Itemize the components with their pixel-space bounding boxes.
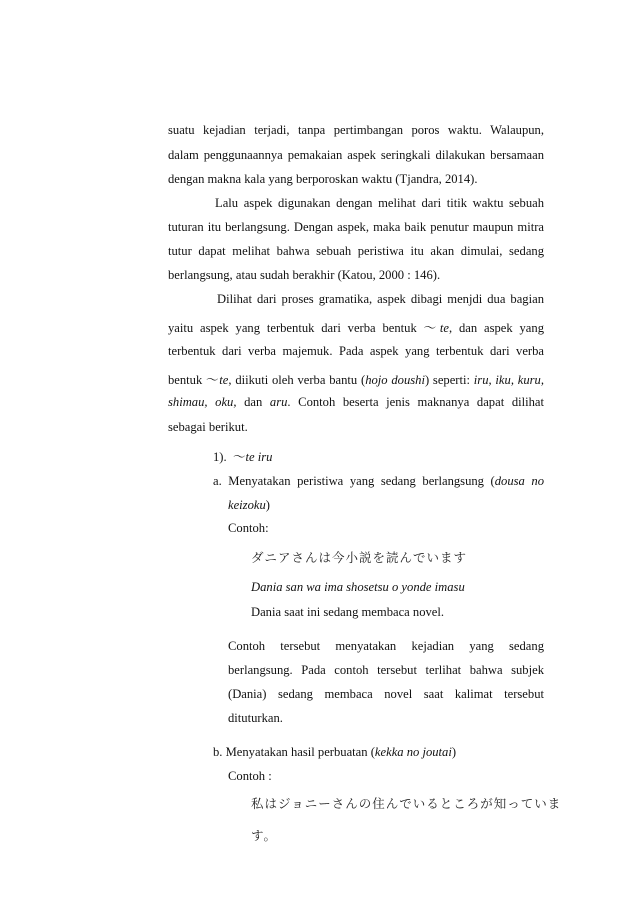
item-b-line1: b. Menyatakan hasil perbuatan (kekka no joutai) [213,745,457,759]
item-a-explanation-line3: (Dania) sedang membaca novel saat kalimat tersebut [228,687,544,701]
paragraph3-line1: Dilihat dari proses gramatika, aspek dibagi menjdi dua bagian [217,292,544,306]
paragraph2-line3: tutur dapat melihat bahwa sebuah peristiwa itu akan dimulai, sedang [168,244,544,258]
item-a-contoh-label: Contoh: [228,521,269,535]
item-a-explanation-line1: Contoh tersebut menyatakan kejadian yang sedang [228,639,544,653]
paragraph3-line2: yaitu aspek yang terbentuk dari verba bentuk ～te, dan aspek yang [168,321,544,335]
item-b-japanese-example-line2: す。 [251,828,278,843]
paragraph1-line1: suatu kejadian terjadi, tanpa pertimbangan poros waktu. Walaupun, [168,123,544,137]
paragraph3-line5: shimau, oku, dan aru. Contoh beserta jenis maknanya dapat dilihat [168,395,544,409]
item-a-line1: a. Menyatakan peristiwa yang sedang berlangsung (dousa no [213,474,544,488]
paragraph1-line2: dalam penggunaannya pemakaian aspek seringkali dilakukan bersamaan [168,148,544,162]
paragraph2-line4: berlangsung, atau sudah berakhir (Katou, 2000 : 146). [168,268,441,282]
item-b-contoh-label: Contoh : [228,769,272,783]
paragraph3-line6: sebagai berikut. [168,420,248,434]
item1-heading: 1). ～te iru [213,450,273,464]
item-a-translation: Dania saat ini sedang membaca novel. [251,605,445,619]
paragraph3-line4: bentuk ～te, diikuti oleh verba bantu (hojo doushi) seperti: iru, iku, kuru, [168,373,544,387]
paragraph1-line3: dengan makna kala yang berporoskan waktu (Tjandra, 2014). [168,172,478,186]
item-a-romaji: Dania san wa ima shosetsu o yonde imasu [251,580,465,594]
paragraph2-line2: tuturan itu berlangsung. Dengan aspek, maka baik penutur maupun mitra [168,220,544,234]
item-a-line2: keizoku) [228,498,270,512]
item-a-explanation-line2: berlangsung. Pada contoh tersebut terlihat bahwa subjek [228,663,544,677]
paragraph3-line3: terbentuk dari verba majemuk. Pada aspek yang terbentuk dari verba [168,344,544,358]
item-b-japanese-example-line1: 私はジョニーさんの住んでいるところが知っていま [251,796,562,811]
item-a-japanese-example: ダニアさんは今小説を読んでいます [251,550,468,565]
item-a-explanation-line4: dituturkan. [228,711,283,725]
paragraph2-line1: Lalu aspek digunakan dengan melihat dari titik waktu sebuah [215,196,544,210]
